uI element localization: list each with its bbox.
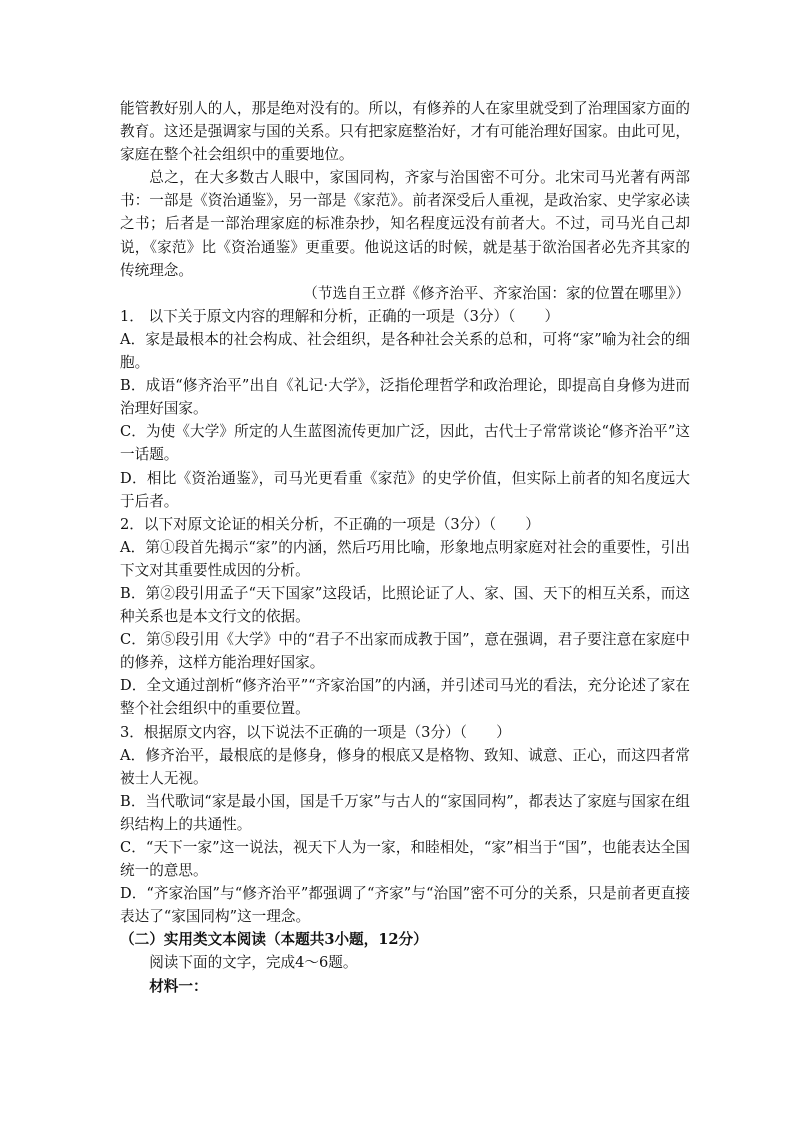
question-1: [120, 305, 690, 513]
material-heading: 材料一：: [149, 977, 208, 995]
option-a: A．家是最根本的社会构成、社会组织，是各种社会关系的总和，可将“家”喻为社会的细胞。: [120, 330, 690, 372]
option-c: C．第⑤段引用《大学》中的“君子不出家而成教于国”，意在强调，君子要注意在家庭中的修养，这样方能治理好国家。: [120, 631, 690, 672]
section-instruction: 阅读下面的文字，完成4～6题。: [149, 954, 358, 972]
question-2: [120, 513, 690, 721]
section-title: （二）实用类文本阅读（本题共3小题，12分）: [120, 931, 428, 949]
option-d: D．全文通过剖析“修齐治平”“齐家治国”的内涵，并引述司马光的看法，充分论述了家在整个社会组织中的重要位置。: [120, 677, 690, 718]
option-b: B．成语“修齐治平”出自《礼记·大学》，泛指伦理哲学和政治理论，即提高自身修为进而治理好国家。: [120, 377, 690, 418]
option-b: B．当代歌词“家是最小国，国是千万家”与古人的“家国同构”，都表达了家庭与国家在组织结构上的共通性。: [120, 792, 690, 833]
option-c: C．为使《大学》所定的人生蓝图流传更加广泛，因此，古代士子常常谈论“修齐治平”这一话题。: [120, 423, 690, 464]
document-body: [120, 97, 690, 998]
option-a: A．第①段首先揭示“家”的内涵，然后巧用比喻，形象地点明家庭对社会的重要性，引出下文对其重要性成因的分析。: [120, 538, 690, 579]
passage-paragraph-1: 能管教好别人的人，那是绝对没有的。所以，有修养的人在家里就受到了治理国家方面的教育。这还是强调家与国的关系。只有把家庭整治好，才有可能治理好国家。由此可见，家庭在整个社会组织中的重要地位。: [120, 100, 690, 164]
option-d: D．“齐家治国”与“修齐治平”都强调了“齐家”与“治国”密不可分的关系，只是前者更直接表达了“家国同构”这一理念。: [120, 885, 690, 926]
question-stem: 1． 以下关于原文内容的理解和分析，正确的一项是（3分）（ ）: [120, 307, 560, 325]
option-d: D．相比《资治通鉴》，司马光更看重《家范》的史学价值，但实际上前者的知名度远大于后者。: [120, 469, 690, 510]
passage-source: （节选自王立群《修齐治平、齐家治国：家的位置在哪里》）: [303, 284, 690, 302]
option-c: C．“天下一家”这一说法，视天下人为一家，和睦相处，“家”相当于“国”，也能表达全国统一的意思。: [120, 839, 690, 880]
question-3: [120, 721, 690, 929]
option-a: A．修齐治平，最根底的是修身，修身的根底又是格物、致知、诚意、正心，而这四者常被士人无视。: [120, 746, 690, 787]
passage-paragraph-2: 总之，在大多数古人眼中，家国同构，齐家与治国密不可分。北宋司马光著有两部书：一部是《资治通鉴》，另一部是《家范》。前者深受后人重视，是政治家、史学家必读之书；后者是一部治理家庭的标准杂抄，知名程度远没有前者大。不过，司马光自己却说，《家范》比《资治通鉴》更重要。他说这话的时候，就是基于欲治国者必先齐其家的传统理念。: [120, 169, 690, 279]
option-b: B．第②段引用孟子“天下国家”这段话，比照论证了人、家、国、天下的相互关系，而这种关系也是本文行文的依据。: [120, 584, 690, 626]
question-stem: 2．以下对原文论证的相关分析，不正确的一项是（3分）（ ）: [120, 515, 540, 533]
question-stem: 3．根据原文内容，以下说法不正确的一项是（3分）（ ）: [120, 723, 511, 741]
